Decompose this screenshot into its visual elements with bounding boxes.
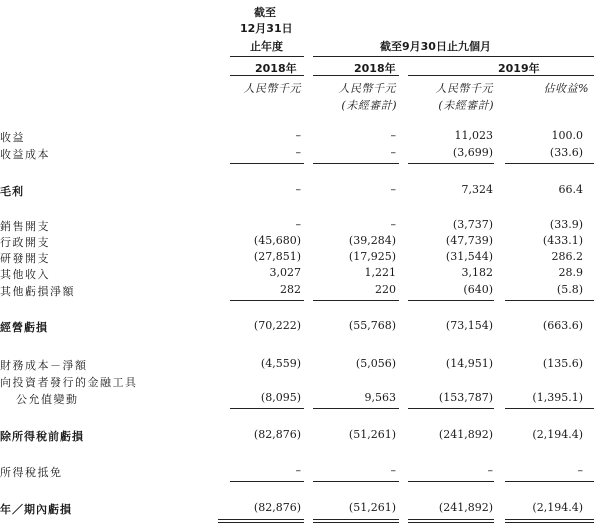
unit-col2: 人民幣千元 [338,82,396,95]
header-year-2019: 2019年 [498,62,540,75]
unit-col3-note: (未經審計) [438,99,494,112]
row-label-fair-value-change: 公允值變動 [16,393,79,406]
cell-gp-2019-9m: 7,324 [461,183,493,196]
cell-tax-2019-9m: – [487,464,493,477]
cell-tax-2018-9m: – [390,464,396,477]
total-double-rule [408,519,494,523]
cell-fc-pct: (135.6) [542,357,583,370]
cell-lfp-2018fy: (82,876) [253,501,301,514]
cell-fv-2018fy: (8,095) [260,391,301,404]
row-label-other-losses: 其他虧損淨額 [0,285,75,298]
subtotal-rule [505,300,594,301]
cell-ol-pct: (5.8) [556,283,583,296]
subtotal-rule [313,408,399,409]
unit-col2-note: (未經審計) [341,99,397,112]
header-rule-col1 [230,56,304,57]
header-group-label: 截至9月30日止九個月 [380,40,491,53]
cell-oi-2018fy: 3,027 [269,266,301,279]
row-label-gross-profit: 毛利 [0,185,24,198]
cell-oi-2018-9m: 1,221 [364,266,396,279]
cell-lfp-2019-9m: (241,892) [438,501,493,514]
subtotal-rule [505,481,594,482]
cell-cost-2018-9m: – [390,146,396,159]
cell-opl-2018-9m: (55,768) [348,319,396,332]
total-double-rule [313,519,399,523]
cell-admin-2018-9m: (39,284) [348,234,396,247]
cell-fc-2019-9m: (14,951) [445,357,493,370]
cell-opl-2018fy: (70,222) [253,319,301,332]
row-label-rd-expenses: 研發開支 [0,252,50,265]
subtotal-rule [230,163,304,164]
cell-gp-2018fy: – [295,183,301,196]
subtotal-rule [230,300,304,301]
subtotal-rule [408,163,494,164]
cell-admin-2019-9m: (47,739) [445,234,493,247]
cell-sell-2018fy: – [295,218,301,231]
cell-opl-2019-9m: (73,154) [445,319,493,332]
cell-cost-2018fy: – [295,146,301,159]
cell-revenue-2018-9m: – [390,129,396,142]
cell-gp-pct: 66.4 [558,183,583,196]
subtotal-rule [505,408,594,409]
unit-col3: 人民幣千元 [435,82,493,95]
cell-lfp-2018-9m: (51,261) [348,501,396,514]
cell-lfp-pct: (2,194.4) [532,501,583,514]
cell-fv-2019-9m: (153,787) [438,391,493,404]
subtotal-rule [313,481,399,482]
row-label-selling-expenses: 銷售開支 [0,220,50,233]
cell-opl-pct: (663.6) [542,319,583,332]
cell-admin-2018fy: (45,680) [253,234,301,247]
cell-rd-pct: 286.2 [551,250,583,263]
subtotal-rule [408,300,494,301]
subtotal-rule [313,163,399,164]
header-col1-bot: 止年度 [250,40,283,53]
year-rule-col2 [313,75,399,76]
cell-tax-pct: – [577,464,583,477]
subtotal-rule [505,163,594,164]
cell-oi-2019-9m: 3,182 [461,266,493,279]
cell-revenue-pct: 100.0 [551,129,583,142]
subtotal-rule [408,481,494,482]
row-label-revenue: 收益 [0,131,25,144]
row-label-loss-before-tax: 除所得稅前虧損 [0,430,84,443]
row-label-financial-instruments: 向投資者發行的金融工具 [0,376,138,389]
row-label-admin-expenses: 行政開支 [0,236,50,249]
cell-cost-2019-9m: (3,699) [452,146,493,159]
cell-gp-2018-9m: – [390,183,396,196]
cell-rd-2018fy: (27,851) [253,250,301,263]
cell-admin-pct: (433.1) [542,234,583,247]
cell-oi-pct: 28.9 [558,266,583,279]
cell-ol-2018-9m: 220 [375,283,396,296]
header-col1-top: 截至 [254,6,276,19]
cell-sell-pct: (33.9) [549,218,583,231]
cell-sell-2018-9m: – [390,218,396,231]
subtotal-rule [230,408,304,409]
unit-col4: 佔收益% [543,82,589,95]
row-label-operating-loss: 經營虧損 [0,321,48,334]
row-label-cost-of-revenue: 收益成本 [0,148,50,161]
row-label-loss-for-period: 年／期內虧損 [0,503,72,516]
year-rule-2019 [408,75,594,76]
subtotal-rule [313,300,399,301]
cell-lbt-2018-9m: (51,261) [348,428,396,441]
row-label-income-tax-credit: 所得稅抵免 [0,466,63,479]
total-double-rule [505,519,594,523]
cell-lbt-2019-9m: (241,892) [438,428,493,441]
subtotal-rule [230,481,304,482]
cell-fv-pct: (1,395.1) [532,391,583,404]
cell-revenue-2019-9m: 11,023 [454,129,493,142]
total-double-rule [218,519,304,523]
cell-cost-pct: (33.6) [549,146,583,159]
header-year-col1: 2018年 [255,62,297,75]
cell-ol-2018fy: 282 [280,283,301,296]
cell-lbt-2018fy: (82,876) [253,428,301,441]
subtotal-rule [408,408,494,409]
cell-revenue-2018fy: – [295,129,301,142]
cell-lbt-pct: (2,194.4) [532,428,583,441]
cell-tax-2018fy: – [295,464,301,477]
row-label-other-income: 其他收入 [0,268,50,281]
header-col1-mid: 12月31日 [240,22,293,35]
cell-fc-2018-9m: (5,056) [355,357,396,370]
cell-rd-2018-9m: (17,925) [348,250,396,263]
header-year-col2: 2018年 [354,62,396,75]
cell-rd-2019-9m: (31,544) [445,250,493,263]
cell-fc-2018fy: (4,559) [260,357,301,370]
year-rule-col1 [230,75,304,76]
cell-ol-2019-9m: (640) [463,283,493,296]
header-rule-group [313,56,594,57]
cell-sell-2019-9m: (3,737) [452,218,493,231]
cell-fv-2018-9m: 9,563 [364,391,396,404]
row-label-finance-costs: 財務成本－淨額 [0,359,88,372]
unit-col1: 人民幣千元 [243,82,301,95]
